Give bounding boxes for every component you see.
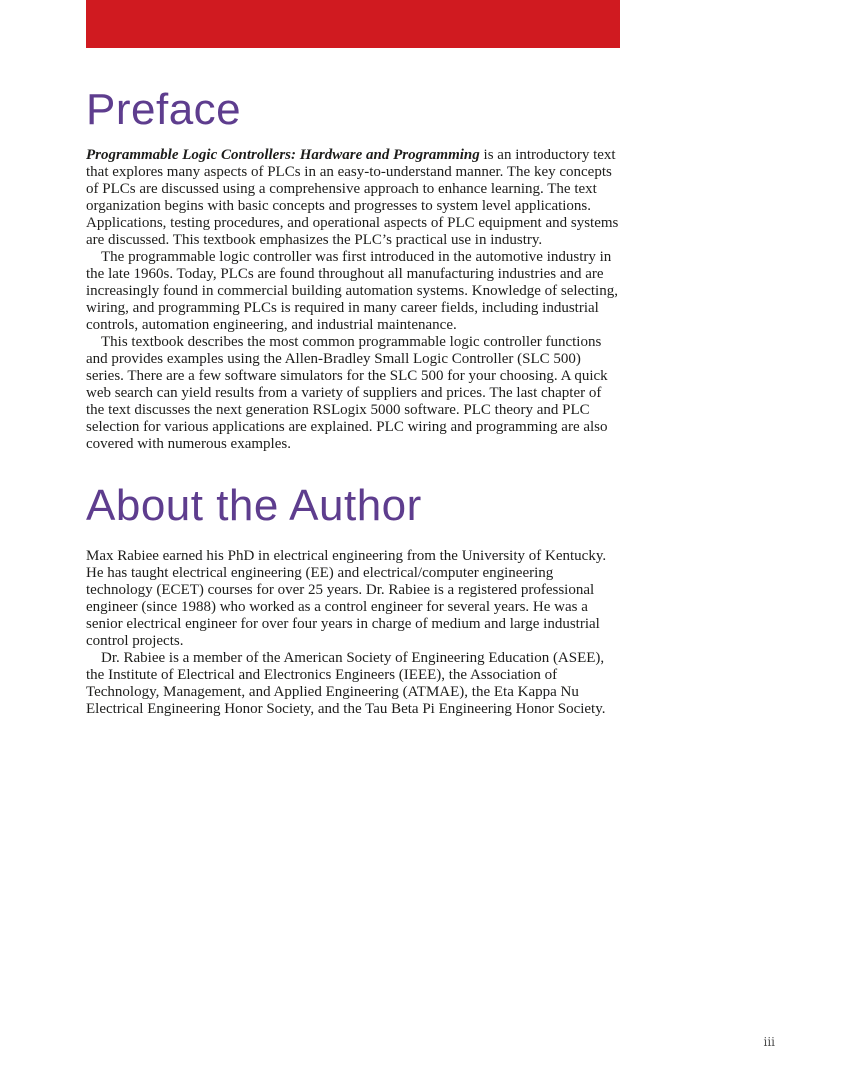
preface-paragraph: This textbook describes the most common programmable logic controller functions and provides examples using the Allen-Bradley Small Logic Controller (SLC 500) series. There are a few software simulators for the SLC 500 for your choosing. A quick web search can yield results from a variety of suppliers and prices. The last chapter of the text discusses the next generation RSLogix 5000 software. PLC theory and PLC selection for various applications are explained. PLC wiring and programming are also covered with numerous examples.: [86, 333, 608, 452]
preface-title: Preface: [86, 85, 242, 134]
page-content: [86, 48, 621, 718]
preface-paragraph-lead: [86, 147, 621, 249]
book-title-emphasis: Programmable Logic Controllers: Hardware and Programming: [86, 146, 480, 163]
preface-lead-text: is an introductory text that explores many aspects of PLCs in an easy-to-understand manner. The key concepts of PLCs are discussed using a comprehensive approach to enhance learning. The text organization begins with basic concepts and progresses to system level applications. Applications, testing procedures, and operational aspects of PLC equipment and systems are discussed. This textbook emphasizes the PLC’s practical use in industry.: [86, 146, 619, 248]
preface-paragraph: The programmable logic controller was first introduced in the automotive industry in the late 1960s. Today, PLCs are found throughout all manufacturing industries and are increasingly found in commercial building automation systems. Knowledge of selecting, wiring, and programming PLCs is required in many career fields, including industrial controls, automation engineering, and industrial maintenance.: [86, 248, 618, 333]
about-author-paragraph: Max Rabiee earned his PhD in electrical engineering from the University of Kentucky. He has taught electrical engineering (EE) and electrical/computer engineering technology (ECET) courses for over 25 years. Dr. Rabiee is a registered professional engineer (since 1988) who worked as a control engineer for several years. He was a senior electrical engineer for over four years in charge of medium and large industrial control projects.: [86, 548, 607, 650]
chapter-banner: [86, 0, 620, 48]
page-number: iii: [763, 1035, 775, 1049]
about-author-title: About the Author: [86, 480, 422, 530]
about-author-paragraph: Dr. Rabiee is a member of the American Society of Engineering Education (ASEE), the Institute of Electrical and Electronics Engineers (IEEE), the Association of Technology, Management, and Applied Engineering (ATMAE), the Eta Kappa Nu Electrical Engineering Honor Society, and the Tau Beta Pi Engineering Honor Society.: [86, 650, 606, 718]
